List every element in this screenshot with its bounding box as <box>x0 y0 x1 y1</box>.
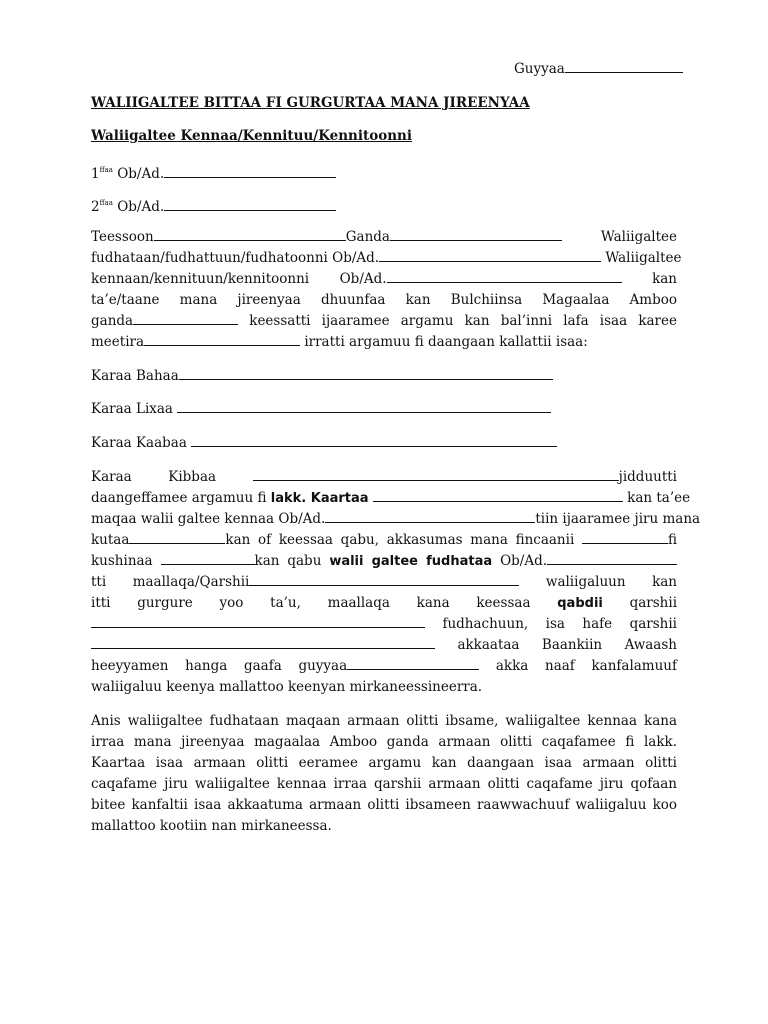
p2-text: kan qabu <box>254 553 322 569</box>
p1-text: kennaan/kennituun/kennitoonni Ob/Ad. <box>91 271 387 287</box>
p1-text: Waliigaltee <box>605 250 682 266</box>
party-2-label: Ob/Ad. <box>117 199 165 215</box>
p2-text: jidduutti <box>618 469 678 485</box>
p2-text: tiin ijaaramee jiru mana <box>535 511 701 527</box>
p2-line-11: waliigaluu keenya mallattoo keenyan mirkaneessineerra. <box>91 679 483 695</box>
boundary-east-label: Karaa Bahaa <box>91 368 179 384</box>
date-line <box>514 59 683 80</box>
payment-date-blank <box>347 657 479 670</box>
party-2-line <box>91 193 336 218</box>
seller-name-blank-2 <box>325 510 535 523</box>
p2-text: kan ta’ee <box>627 490 691 506</box>
p1-text: Teessoon <box>91 229 154 245</box>
p2-text: qarshii <box>629 595 678 611</box>
p2-text: waliigaluun kan <box>545 574 677 590</box>
p2-text: kushinaa <box>91 553 153 569</box>
p1-line-1 <box>91 227 677 248</box>
boundary-south-blank <box>253 468 619 481</box>
ganda-number-blank <box>133 312 238 325</box>
rooms-blank <box>129 531 225 544</box>
toilets-blank <box>582 531 668 544</box>
p2-line-7 <box>91 593 677 615</box>
p1-text: keessatti ijaaramee argamu kan bal’inni lafa isaa karee <box>249 313 677 329</box>
boundary-north-blank <box>191 434 557 447</box>
p1-line-2 <box>91 248 682 269</box>
party-2-ordinal: ffaa <box>99 199 113 207</box>
p2-text: tti maallaqa/Qarshii <box>91 574 250 590</box>
address-blank <box>154 228 346 241</box>
p2-line-4 <box>91 530 677 551</box>
p2-text: akkaataa Baankiin Awaash <box>457 637 677 653</box>
p1-line-6 <box>91 332 677 353</box>
p2-text: akka naaf kanfalamuuf <box>495 658 677 674</box>
party-1-ordinal: ffaa <box>99 166 113 174</box>
p1-line-3 <box>91 269 677 290</box>
p2-bold-text: walii galtee fudhataa <box>329 554 493 569</box>
date-label: Guyyaa <box>514 61 565 77</box>
p1-text: Waliigaltee <box>600 229 677 245</box>
p2-line-6 <box>91 572 677 593</box>
p2-text: itti gurgure yoo ta’u, maallaqa kana keessaa <box>91 595 531 611</box>
party-2-number: 2 <box>91 199 100 215</box>
boundary-west-label: Karaa Lixaa <box>91 401 173 417</box>
boundary-east <box>91 366 553 387</box>
p2-line-5 <box>91 551 677 573</box>
area-blank <box>144 333 300 346</box>
p1-text: irratti argamuu fi daangaan kallattii isaa: <box>304 334 588 350</box>
boundary-north-label: Karaa Kaabaa <box>91 435 187 451</box>
p1-text: fudhataan/fudhattuun/fudhatoonni Ob/Ad. <box>91 250 380 266</box>
deposit-blank <box>91 615 425 628</box>
p1-line-4: ta’e/taane mana jireenyaa dhuunfaa kan Bulchiinsa Magaalaa Amboo <box>91 292 677 308</box>
boundary-west <box>91 399 551 420</box>
buyer-name-blank-2 <box>547 552 677 565</box>
p2-text: maqaa walii galtee kennaa Ob/Ad. <box>91 511 326 527</box>
p2-text: kutaa <box>91 532 130 548</box>
party-1-number: 1 <box>91 166 100 182</box>
price-blank <box>249 573 519 586</box>
p2-bold-text: qabdii <box>557 596 603 611</box>
p2-text: Ob/Ad. <box>500 553 548 569</box>
p1-text: kan <box>652 271 677 287</box>
boundary-west-blank <box>177 400 551 413</box>
party-2-blank <box>164 198 336 211</box>
p2-line-1 <box>91 467 677 488</box>
document-subtitle: Waliigaltee Kennaa/Kennituu/Kennitoonni <box>91 128 413 144</box>
document-title: WALIIGALTEE BITTAA FI GURGURTAA MANA JIREENYAA <box>91 95 530 111</box>
party-1-line <box>91 160 336 185</box>
p2-text: daangeffamee argamuu fi <box>91 490 267 506</box>
p2-text: heeyyamen hanga gaafa guyyaa <box>91 658 348 674</box>
p2-line-3 <box>91 509 701 530</box>
p2-text: Karaa Kibbaa <box>91 469 217 485</box>
p2-line-2 <box>91 488 691 510</box>
map-number-blank <box>373 489 623 502</box>
p1-text: meetira <box>91 334 145 350</box>
closing-paragraph: Anis waliigaltee fudhataan maqaan armaan olitti ibsame, waliigaltee kennaa kana irraa mana jireenyaa magaalaa Amboo ganda armaan olitti caqafamee fi lakk. Kaartaa isaa armaan olitti eeramee argamu kan daangaan isaa armaan olitti caqafame jiru waliigaltee kennaa irraa qarshii armaan olitti caqafame jiru qofaan bitee kanfaltii isaa akkaatuma armaan olitti ibsameen raawwachuuf waliigaluu koo mallattoo kootiin nan mirkaneessa. <box>91 713 677 834</box>
balance-blank <box>91 636 435 649</box>
p1-text: ganda <box>91 313 134 329</box>
p2-line-8 <box>91 614 677 635</box>
p1-line-5 <box>91 311 677 332</box>
party-1-blank <box>164 165 336 178</box>
p2-bold-text: lakk. Kaartaa <box>270 491 369 506</box>
p2-line-9 <box>91 635 677 656</box>
p2-line-10 <box>91 656 677 677</box>
p2-text: fudhachuun, isa hafe qarshii <box>442 616 677 632</box>
date-blank <box>565 60 683 73</box>
buyer-name-blank <box>379 249 601 262</box>
boundary-north <box>91 433 557 454</box>
party-1-label: Ob/Ad. <box>117 166 165 182</box>
kitchen-blank <box>161 552 255 565</box>
p1-text: Ganda <box>345 229 390 245</box>
p2-text: kan of keessaa qabu, akkasumas mana fincaanii <box>225 532 575 548</box>
seller-name-blank <box>387 270 622 283</box>
ganda-blank <box>390 228 562 241</box>
p2-text: fi <box>667 532 677 548</box>
boundary-east-blank <box>179 367 553 380</box>
